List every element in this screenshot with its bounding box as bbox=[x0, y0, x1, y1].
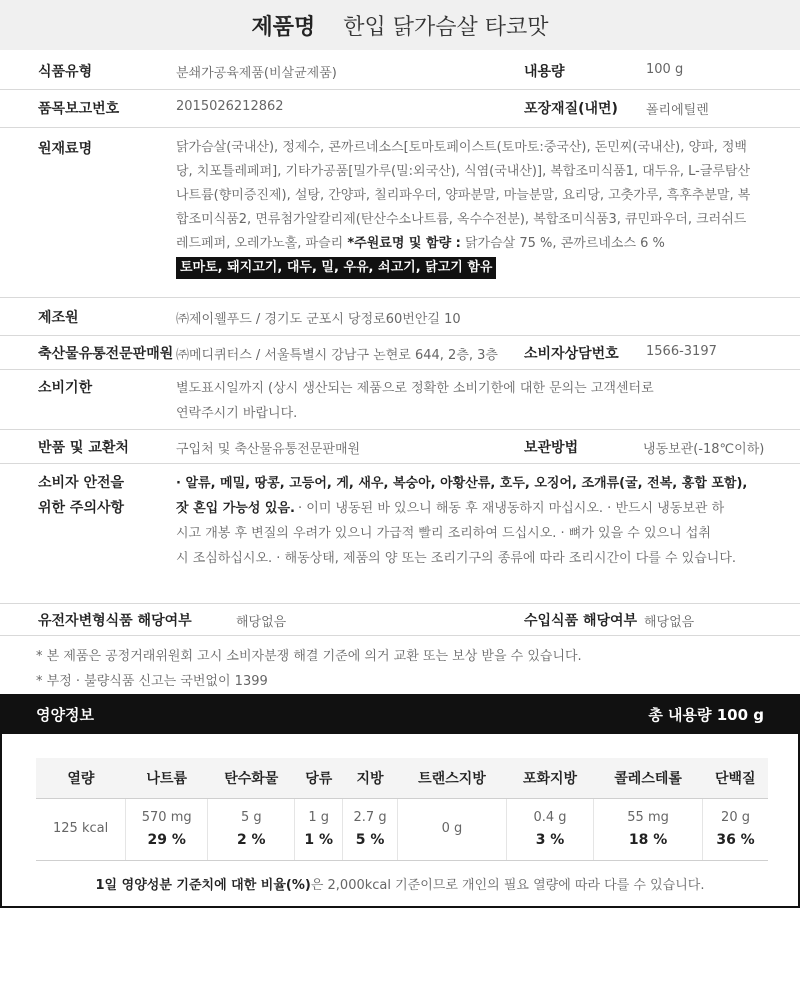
safety-line-3: 시 조심하십시오. · 해동상태, 제품의 양 또는 조리기구의 종류에 따라 조리시간이 다를 수 있습니다. bbox=[176, 551, 737, 566]
storage-label: 보관방법 bbox=[524, 440, 579, 456]
cholesterol-amount: 55 mg bbox=[627, 809, 669, 825]
safety-allergy-line-1: · 알류, 메밀, 땅콩, 고등어, 게, 새우, 복숭아, 아황산류, 호두, 오징어, 조개류(굴, 전복, 홍합 포함), bbox=[176, 476, 748, 491]
sodium-percent: 29 % bbox=[147, 831, 186, 848]
nutrition-values-row bbox=[36, 798, 768, 860]
nutrition-table bbox=[36, 758, 768, 861]
col-protein: 단백질 bbox=[703, 758, 768, 798]
volume-label: 내용량 bbox=[524, 64, 565, 80]
main-ingredient-text: 닭가슴살 75 %, 콘까르네소스 6 % bbox=[465, 236, 665, 251]
nutrition-header-row bbox=[36, 758, 768, 798]
trans-fat-amount: 0 g bbox=[441, 821, 463, 836]
consult-value: 1566-3197 bbox=[646, 344, 717, 359]
protein-percent: 36 % bbox=[716, 831, 755, 848]
trans-fat-cell bbox=[398, 798, 507, 860]
import-value: 해당없음 bbox=[644, 615, 695, 630]
carbs-amount: 5 g bbox=[240, 809, 262, 825]
expiry-label: 소비기한 bbox=[38, 380, 93, 396]
cholesterol-cell bbox=[594, 798, 703, 860]
sat-fat-amount: 0.4 g bbox=[533, 809, 567, 825]
col-cholesterol: 콜레스테롤 bbox=[594, 758, 703, 798]
sodium-cell bbox=[126, 798, 208, 860]
product-name: 한입 닭가슴살 타코맛 bbox=[343, 14, 549, 40]
packaging-value: 폴리에틸렌 bbox=[646, 103, 709, 118]
row-ingredients bbox=[0, 128, 800, 298]
row-report-no bbox=[0, 90, 800, 128]
note-report: * 부정 · 불량식품 신고는 국번없이 1399 bbox=[36, 674, 268, 689]
storage-value: 냉동보관(-18℃이하) bbox=[643, 442, 765, 457]
calories-cell bbox=[36, 798, 126, 860]
col-sugars: 당류 bbox=[295, 758, 343, 798]
sat-fat-percent: 3 % bbox=[535, 831, 565, 848]
nutrition-header bbox=[0, 694, 800, 734]
ingredients-list: 닭가슴살(국내산), 정제수, 콘까르네소스[토마토페이스트(토마토:중국산), 돈민찌(국내산), 양파, 정백당, 치포틀레페퍼], 기타가공품[밀가루(밀:외국산), 식염(국내산)], 복합조미식품1, 대두유, L-글루탐산나트륨(향미증진제), 설탕, 간양파, 칠리파우더, 양파분말, 마늘분말, 요리당, 고춧가루, 흑후추분말, 복합조미식품2, 면류첨가알칼리제(탄산수소나트륨, 옥수수전분), 복합조미식품3, 큐민파우더, 크러쉬드레드페퍼, 오레가노홀, 파슬리 bbox=[176, 140, 751, 251]
col-fat: 지방 bbox=[343, 758, 398, 798]
packaging-label: 포장재질(내면) bbox=[524, 101, 618, 117]
col-trans-fat: 트랜스지방 bbox=[398, 758, 507, 798]
protein-cell bbox=[703, 798, 768, 860]
fat-percent: 5 % bbox=[355, 831, 385, 848]
note-exchange: * 본 제품은 공정거래위원회 고시 소비자분쟁 해결 기준에 의거 교환 또는 보상 받을 수 있습니다. bbox=[36, 649, 582, 664]
volume-value: 100 g bbox=[646, 62, 684, 77]
return-label: 반품 및 교환처 bbox=[38, 440, 129, 456]
col-carbs: 탄수화물 bbox=[208, 758, 295, 798]
nutrition-title: 영양정보 bbox=[36, 705, 94, 724]
row-manufacturer bbox=[0, 298, 800, 336]
safety-allergy-line-2: 잣 혼입 가능성 있음. bbox=[176, 501, 295, 516]
manufacturer-value: ㈜제이웰푸드 / 경기도 군포시 당정로60번안길 10 bbox=[176, 312, 461, 327]
nutrition-footnote bbox=[2, 874, 798, 893]
safety-line-2: 시고 개봉 후 변질의 우려가 있으니 가급적 빨리 조리하여 드십시오. · 뼈가 있을 수 있으니 섭취 bbox=[176, 526, 711, 541]
main-ingredient-label: *주원료명 및 함량 : bbox=[347, 236, 461, 251]
notes bbox=[36, 644, 582, 694]
carbs-cell bbox=[208, 798, 295, 860]
manufacturer-label: 제조원 bbox=[38, 310, 79, 326]
sugars-cell bbox=[295, 798, 343, 860]
expiry-line-2: 연락주시기 바랍니다. bbox=[176, 406, 298, 421]
ingredients-text-block bbox=[176, 136, 754, 280]
allergen-badge: 토마토, 돼지고기, 대두, 밀, 우유, 쇠고기, 닭고기 함유 bbox=[176, 257, 496, 279]
import-label: 수입식품 해당여부 bbox=[524, 613, 638, 629]
footnote-bold: 1일 영양성분 기준치에 대한 비율(%) bbox=[95, 878, 311, 893]
row-gmo bbox=[0, 604, 800, 636]
ingredients-label: 원재료명 bbox=[38, 141, 93, 157]
sodium-amount: 570 mg bbox=[141, 809, 192, 825]
product-title-bar bbox=[0, 0, 800, 50]
row-expiry bbox=[0, 370, 800, 430]
col-sodium: 나트륨 bbox=[126, 758, 208, 798]
footnote-rest: 은 2,000kcal 기준이므로 개인의 필요 열량에 따라 다를 수 있습니다. bbox=[310, 878, 705, 893]
sugars-percent: 1 % bbox=[304, 831, 334, 848]
seller-label: 축산물유통전문판매원 bbox=[38, 346, 174, 362]
food-type-value: 분쇄가공육제품(비살균제품) bbox=[176, 66, 337, 81]
safety-line-1: · 이미 냉동된 바 있으니 해동 후 재냉동하지 마십시오. · 반드시 냉동보관 하 bbox=[298, 501, 725, 516]
report-no-label: 품목보고번호 bbox=[38, 101, 120, 117]
row-seller bbox=[0, 336, 800, 370]
safety-label-2: 위한 주의사항 bbox=[38, 500, 125, 516]
row-food-type bbox=[0, 50, 800, 90]
gmo-value: 해당없음 bbox=[236, 615, 287, 630]
report-no-value: 2015026212862 bbox=[176, 99, 284, 114]
nutrition-panel bbox=[0, 734, 800, 908]
consult-label: 소비자상담번호 bbox=[524, 346, 619, 362]
sugars-amount: 1 g bbox=[308, 809, 330, 825]
gmo-label: 유전자변형식품 해당여부 bbox=[38, 613, 192, 629]
col-calories: 열량 bbox=[36, 758, 126, 798]
nutrition-total: 총 내용량 100 g bbox=[648, 705, 764, 724]
protein-amount: 20 g bbox=[721, 809, 750, 825]
row-safety bbox=[0, 464, 800, 604]
row-return bbox=[0, 430, 800, 464]
col-sat-fat: 포화지방 bbox=[506, 758, 593, 798]
calories-amount: 125 kcal bbox=[53, 821, 109, 836]
cholesterol-percent: 18 % bbox=[628, 831, 668, 848]
expiry-line-1: 별도표시일까지 (상시 생산되는 제품으로 정확한 소비기한에 대한 문의는 고객센터로 bbox=[176, 381, 654, 396]
safety-label-1: 소비자 안전을 bbox=[38, 475, 125, 491]
return-value: 구입처 및 축산물유통전문판매원 bbox=[176, 442, 361, 457]
sat-fat-cell bbox=[506, 798, 593, 860]
food-type-label: 식품유형 bbox=[38, 64, 93, 80]
fat-cell bbox=[343, 798, 398, 860]
fat-amount: 2.7 g bbox=[353, 809, 387, 825]
seller-value: ㈜메디퀴터스 / 서울특별시 강남구 논현로 644, 2층, 3층 bbox=[176, 348, 498, 363]
carbs-percent: 2 % bbox=[236, 831, 266, 848]
product-name-label: 제품명 bbox=[251, 14, 316, 40]
